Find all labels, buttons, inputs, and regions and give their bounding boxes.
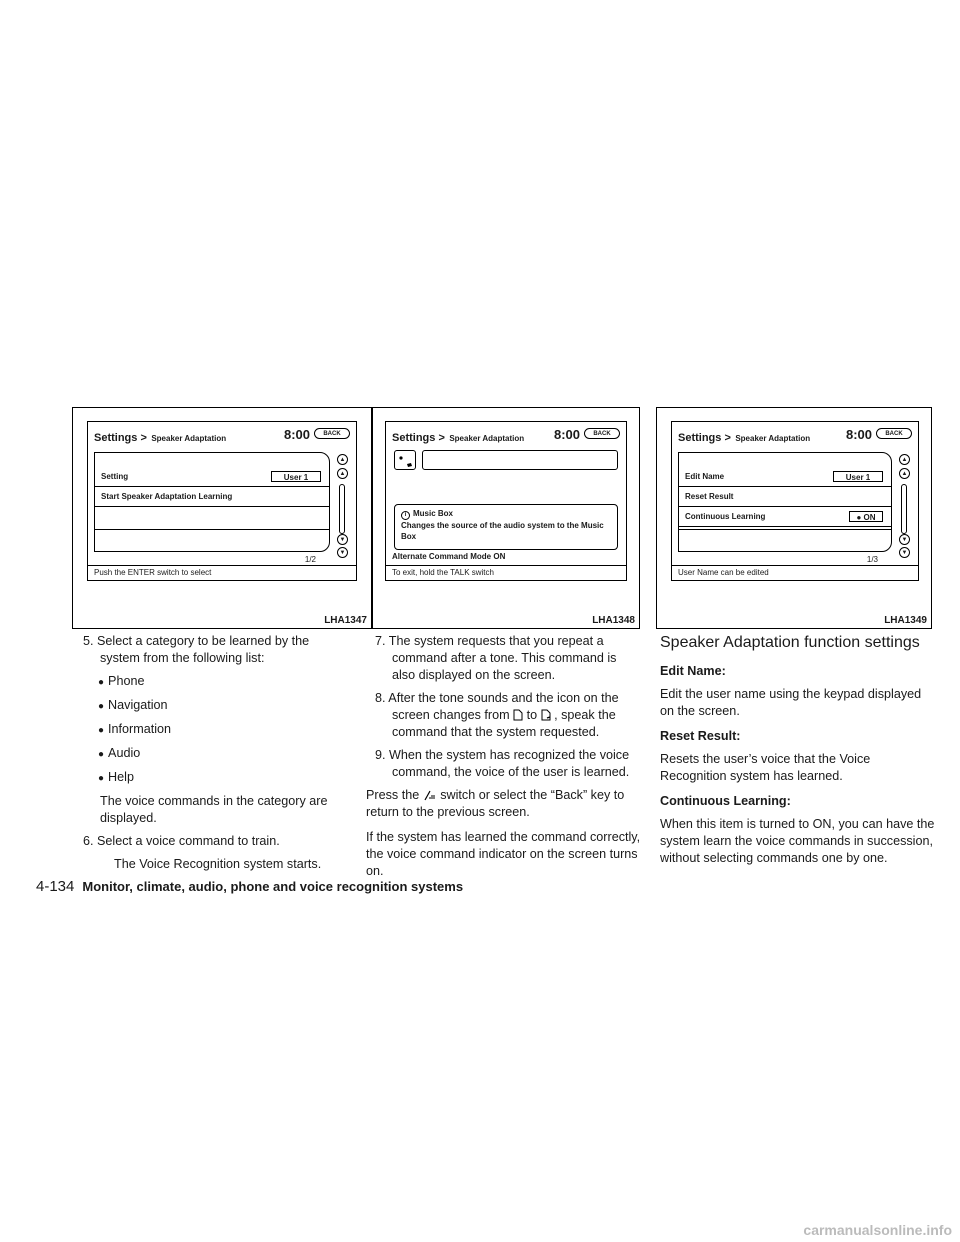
row-label: Setting (101, 472, 129, 481)
info-body: Changes the source of the audio system to the Music Box (401, 521, 604, 541)
press-back-text (366, 787, 642, 821)
press-text-a: Press the (366, 788, 420, 802)
list-item: ● Navigation (98, 697, 352, 715)
step-8-text-b: , speak the command that the system requested. (392, 708, 616, 739)
screen-header (392, 428, 620, 444)
screen (671, 421, 919, 581)
back-button[interactable]: BACK (876, 428, 912, 439)
column-function-settings (660, 633, 938, 875)
voice-command-off-icon (513, 709, 523, 721)
scroll-down-small-icon[interactable]: ▼ (337, 534, 348, 545)
list-item[interactable] (679, 467, 891, 487)
mode-line: Alternate Command Mode ON (392, 552, 506, 561)
step-9: 9. When the system has recognized the voice command, the voice of the user is learned. (375, 748, 630, 779)
continuous-learning-text: When this item is turned to ON, you can have the system learn the voice commands in succession, without selecting commands one by one. (660, 817, 935, 865)
toggle-on[interactable]: ● ON (849, 511, 883, 522)
row-label: Start Speaker Adaptation Learning (101, 492, 233, 501)
column-steps-7-9 (366, 633, 642, 888)
scroll-up-small-icon[interactable]: ▲ (337, 468, 348, 479)
list-item: ● Information (98, 721, 352, 739)
screen-header (678, 428, 912, 444)
list-item[interactable] (95, 487, 329, 507)
step-7: 7. The system requests that you repeat a command after a tone. This command is also displayed on the screen. (375, 634, 617, 682)
toggle-label: ON (863, 513, 876, 522)
figure-lha1347 (72, 407, 372, 629)
row-label: Edit Name (685, 472, 725, 481)
clock: 8:00 (283, 427, 310, 442)
scroll-up-icon[interactable]: ▲ (337, 454, 348, 465)
info-icon: i (401, 511, 410, 520)
back-button[interactable]: BACK (584, 428, 620, 439)
page-number: 4-134 (36, 878, 75, 895)
learned-indicator-note: If the system has learned the command correctly, the voice command indicator on the screen turns on. (366, 830, 641, 878)
info-box (394, 504, 618, 550)
list-item[interactable] (95, 467, 329, 487)
screen-subtitle: Speaker Adaptation (151, 434, 227, 443)
page-indicator: 1/2 (304, 555, 316, 564)
page-footer (36, 878, 463, 895)
figure-code: LHA1347 (324, 615, 367, 626)
subheading-reset-result: Reset Result: (660, 729, 741, 743)
step-8-text-a: 8. After the tone sounds and the icon on the screen changes from (375, 691, 619, 722)
reset-result-text: Resets the user’s voice that the Voice Recognition system has learned. (660, 752, 871, 783)
clock: 8:00 (845, 427, 872, 442)
figure-code: LHA1348 (592, 615, 635, 626)
row-label: Reset Result (685, 492, 734, 501)
row-value: User 1 (271, 471, 321, 482)
step-8 (366, 690, 642, 741)
breadcrumb: Settings > (94, 432, 147, 444)
subheading-continuous-learning: Continuous Learning: (660, 794, 791, 808)
figure-code: LHA1349 (884, 615, 927, 626)
subheading-edit-name: Edit Name: (660, 664, 726, 678)
list-item (95, 529, 329, 549)
screen-header (94, 428, 350, 444)
step-6-note: The Voice Recognition system starts. (114, 857, 322, 871)
scroll-track[interactable] (901, 484, 907, 534)
press-text-b: switch or select the “Back” key to return to the previous screen. (366, 788, 625, 819)
list-item (95, 507, 329, 527)
scroll-down-icon[interactable]: ▼ (337, 547, 348, 558)
column-steps-5-6 (74, 633, 352, 879)
scroll-up-icon[interactable]: ▲ (899, 454, 910, 465)
list-item (679, 529, 891, 549)
scroll-down-icon[interactable]: ▼ (899, 547, 910, 558)
step-5: 5. Select a category to be learned by the system from the following list: (83, 634, 310, 665)
menu-list (94, 452, 330, 552)
scrollbar[interactable] (336, 454, 350, 558)
breadcrumb: Settings > (678, 432, 731, 444)
step-6: 6. Select a voice command to train. (83, 834, 280, 848)
scroll-track[interactable] (339, 484, 345, 534)
list-item: ● Help (98, 769, 352, 787)
watermark: carmanualsonline.info (803, 1222, 952, 1238)
voice-command-icon (394, 450, 416, 470)
recognized-command-field (422, 450, 618, 470)
screen-footer: To exit, hold the TALK switch (386, 565, 626, 580)
category-note: The voice commands in the category are displayed. (100, 794, 328, 825)
scroll-down-small-icon[interactable]: ▼ (899, 534, 910, 545)
scroll-up-small-icon[interactable]: ▲ (899, 468, 910, 479)
list-item[interactable] (679, 487, 891, 507)
screen-footer: User Name can be edited (672, 565, 918, 580)
section-heading: Speaker Adaptation function settings (660, 634, 920, 651)
talk-switch-icon (423, 789, 437, 801)
step-8-to: to (526, 708, 538, 722)
clock: 8:00 (553, 427, 580, 442)
list-item: ● Phone (98, 673, 352, 691)
row-label: Continuous Learning (685, 512, 766, 521)
edit-name-text: Edit the user name using the keypad displayed on the screen. (660, 687, 922, 718)
list-item: ● Audio (98, 745, 352, 763)
list-item[interactable] (679, 507, 891, 527)
page-indicator: 1/3 (866, 555, 878, 564)
screen-subtitle: Speaker Adaptation (449, 434, 525, 443)
screen (385, 421, 627, 581)
chapter-title: Monitor, climate, audio, phone and voice recognition systems (82, 879, 464, 894)
back-button[interactable]: BACK (314, 428, 350, 439)
screen-footer: Push the ENTER switch to select (88, 565, 356, 580)
menu-list (678, 452, 892, 552)
scrollbar[interactable] (898, 454, 912, 558)
info-title: Music Box (413, 509, 454, 518)
row-value: User 1 (833, 471, 883, 482)
figure-lha1348 (372, 407, 640, 629)
breadcrumb: Settings > (392, 432, 445, 444)
screen-subtitle: Speaker Adaptation (735, 434, 811, 443)
screen (87, 421, 357, 581)
voice-command-on-icon (541, 709, 551, 721)
figure-lha1349 (656, 407, 932, 629)
